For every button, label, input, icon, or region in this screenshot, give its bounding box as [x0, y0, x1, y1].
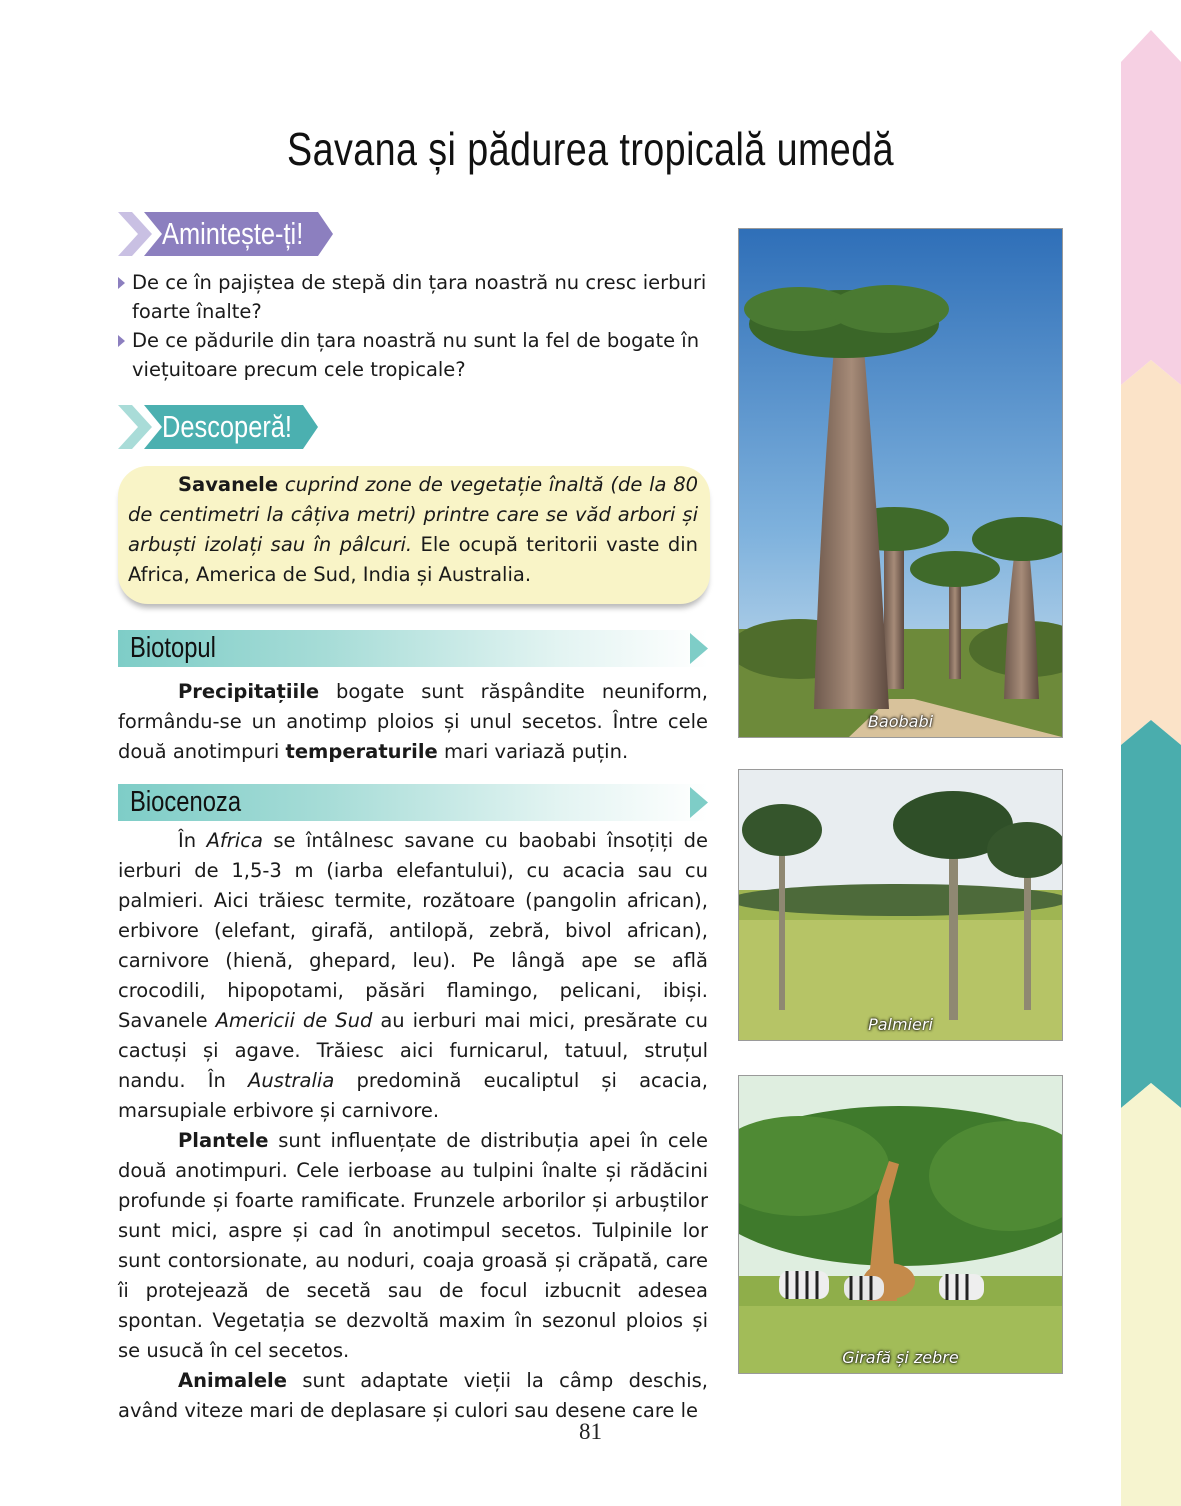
text-run: Americii de Sud	[215, 1009, 373, 1032]
text-run: se întâlnesc savane cu baobabi însoțiți de ierburi de 1,5-3 m (iarba elefantului), cu acacia sau cu palmieri. Aici trăiesc termite, rozătoare (pangolin african), erbivore (elefant, girafă, antilopă, zebră, bivol african), carnivore (hienă, ghepard, leu). Pe lângă ape se află crocodili, hipopotami, păsări flamingo, pelicani, ibiși. Savanele	[118, 829, 708, 1032]
precipitation-term: Precipitațiile	[178, 680, 320, 703]
plants-term: Plantele	[178, 1129, 269, 1152]
palm-illustration	[739, 770, 1062, 1040]
definition-box	[118, 466, 710, 604]
page-title: Savana și pădurea tropicală umedă	[287, 123, 894, 175]
list-item: De ce în pajiștea de stepă din țara noastră nu cresc ierburi foarte înalte?	[118, 268, 708, 326]
biotop-text-1: bogate sunt răspândite neuniform, formându-se un anotimp ploios și unul secetos. Între cele două anotimpuri	[118, 680, 708, 763]
temperature-term: temperaturile	[285, 740, 438, 763]
discover-badge	[118, 405, 318, 449]
definition-italic: cuprind zone de vegetație înaltă (de la 80 de centimetri la câțiva metri) printre care se văd arbori și arbuști izolați sau în pâlcuri.	[128, 473, 699, 556]
photo-palms	[738, 769, 1063, 1041]
remember-list	[118, 268, 708, 384]
text-run: În	[178, 829, 197, 852]
photo-caption: Palmieri	[868, 1015, 933, 1034]
text-run: sunt influențate de distribuția apei în cele două anotimpuri. Cele ierboase au tulpini înalte și rădăcini profunde și foarte ramificate. Frunzele arborilor și arbuștilor sunt mici, aspre și cad în anotimpul secetos. Tulpinile lor sunt contorsionate, au noduri, coaja groasă și crăpată, care îi protejează de secetă sau de focul izbucnit adesea spontan. Vegetația se dezvoltă maxim în sezonul ploios și se usucă în cel secetos.	[118, 1129, 709, 1362]
side-tabs	[1121, 30, 1181, 1506]
photo-giraffe-zebras	[738, 1075, 1063, 1374]
text-run: au ierburi mai mici, presărate cu cactuși și agave. Trăiesc aici furnicarul, tatuul, struțul nandu. În	[118, 1009, 709, 1092]
biocenoza-heading: Biocenoza	[130, 786, 242, 818]
remember-label: Amintește-ți!	[162, 216, 304, 251]
text-run: sunt adaptate vieții la câmp deschis, având viteze mari de deplasare și culori sau desene care le	[118, 1369, 708, 1422]
animals-term: Animalele	[178, 1369, 287, 1392]
definition-text	[128, 470, 698, 590]
page-number: 81	[579, 1419, 602, 1444]
biotop-heading-bar	[118, 630, 708, 667]
remember-badge	[118, 212, 333, 256]
giraffe-zebras-illustration	[739, 1076, 1062, 1373]
tab-teal	[1121, 720, 1181, 1108]
definition-term: Savanele	[178, 473, 279, 496]
photo-caption: Girafă și zebre	[842, 1348, 959, 1367]
photo-caption: Baobabi	[867, 712, 934, 731]
text-run: predomină eucaliptul și acacia, marsupiale erbivore și carnivore.	[118, 1069, 709, 1122]
list-item: De ce pădurile din țara noastră nu sunt la fel de bogate în viețuitoare precum cele tropicale?	[118, 326, 708, 384]
biocenoza-paragraph-1	[118, 826, 708, 1126]
biocenoza-paragraph-2	[118, 1126, 708, 1366]
text-run: Africa	[206, 829, 263, 852]
tab-pink	[1121, 30, 1181, 385]
biotop-heading: Biotopul	[130, 632, 216, 664]
baobab-illustration	[739, 229, 1062, 737]
photo-baobabs	[738, 228, 1063, 738]
biocenoza-heading-bar	[118, 784, 708, 821]
discover-label: Descoperă!	[162, 409, 292, 444]
text-run: Australia	[248, 1069, 335, 1092]
biocenoza-text	[118, 826, 708, 1426]
biotop-text-2: mari variază puțin.	[443, 740, 629, 763]
definition-rest: Ele ocupă teritorii vaste din Africa, America de Sud, India și Australia.	[128, 533, 699, 586]
biotop-text	[118, 677, 708, 767]
tab-peach	[1121, 360, 1181, 745]
biocenoza-paragraph-3	[118, 1366, 708, 1426]
